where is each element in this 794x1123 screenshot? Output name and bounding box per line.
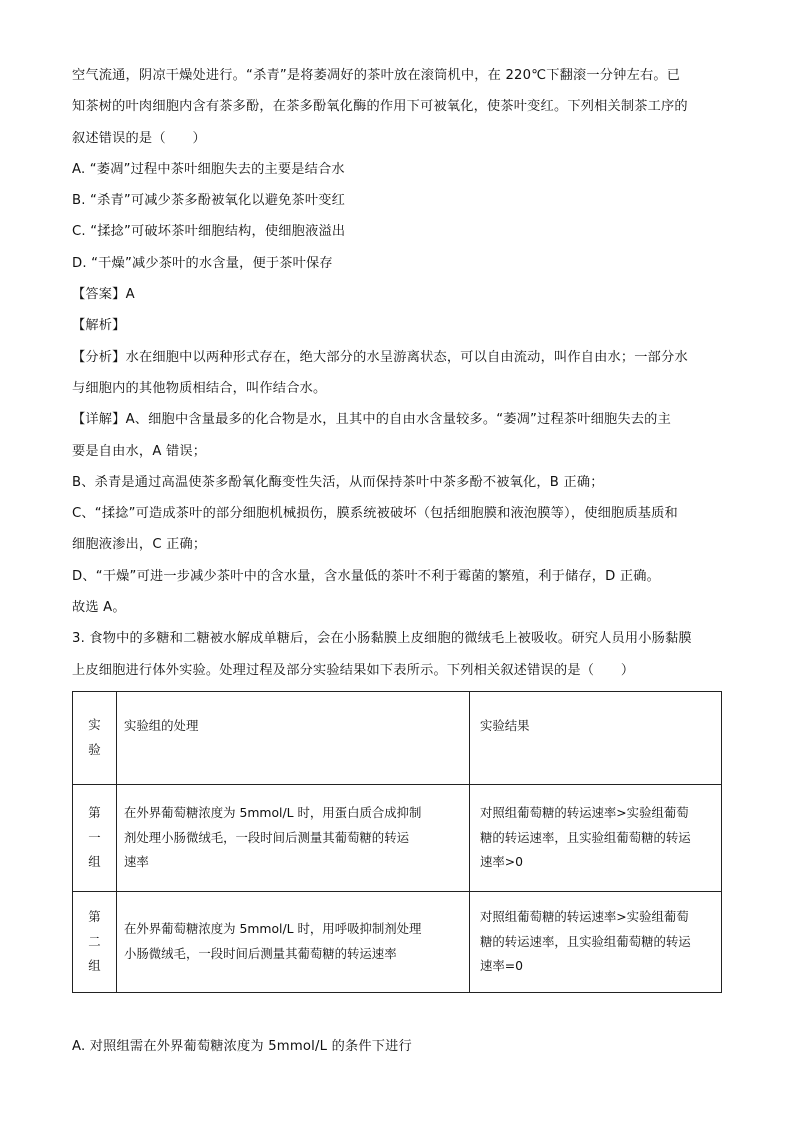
xiangjie-line: 要是自由水，A 错误； — [72, 443, 207, 459]
xiangjie-line: 细胞液渗出，C 正确； — [72, 537, 207, 553]
cell-line: 小肠微绒毛，一段时间后测量其葡萄糖的转运速率 — [124, 945, 397, 961]
group-char: 一 — [88, 829, 101, 845]
answer-line — [72, 279, 724, 310]
xiangjie-line — [72, 404, 724, 435]
cell-line: 对照组葡萄糖的转运速率>实验组葡萄 — [480, 909, 689, 925]
group-char: 第 — [88, 805, 101, 821]
xiangjie-line: D、“干燥”可进一步减少茶叶中的含水量，含水量低的茶叶不利于霉菌的繁殖，利于储存，D 正确。 — [72, 568, 661, 584]
result-cell — [470, 784, 722, 891]
stem-line: 空气流通，阴凉干燥处进行。“杀青”是将萎凋好的茶叶放在滚筒机中，在 220℃下翻滚一分钟左右。已 — [72, 68, 681, 83]
cell-line: 糖的转运速率，且实验组葡萄糖的转运 — [480, 829, 691, 845]
stem-line: 3. 食物中的多糖和二糖被水解成单糖后，会在小肠黏膜上皮细胞的微绒毛上被吸收。研究人员用小肠黏膜 — [72, 631, 692, 647]
header-cell-result: 实验结果 — [470, 691, 722, 784]
group-char: 二 — [88, 933, 101, 949]
cell-line: 剂处理小肠微绒毛，一段时间后测量其葡萄糖的转运 — [124, 829, 409, 845]
group-label-cell — [73, 891, 117, 992]
header-char: 实 — [88, 717, 101, 733]
treatment-cell — [117, 784, 470, 891]
cell-line: 速率>0 — [480, 854, 524, 870]
xiangjie-tag: 【详解】 — [72, 412, 126, 428]
treatment-cell — [117, 891, 470, 992]
experiment-table — [72, 691, 722, 993]
result-cell — [470, 891, 722, 992]
table-row — [73, 891, 722, 992]
cell-line: 在外界葡萄糖浓度为 5mmol/L 时，用蛋白质合成抑制 — [124, 805, 422, 821]
header-char: 验 — [88, 741, 101, 757]
fenxi-line — [72, 342, 724, 373]
analysis-tag: 【解析】 — [72, 318, 126, 334]
cell-line: 糖的转运速率，且实验组葡萄糖的转运 — [480, 933, 691, 949]
cell-line: 在外界葡萄糖浓度为 5mmol/L 时，用呼吸抑制剂处理 — [124, 921, 422, 937]
answer-value: A — [125, 287, 135, 303]
option-d: D. “干燥”减少茶叶的水含量，便于茶叶保存 — [72, 255, 333, 271]
document-page — [72, 60, 724, 1062]
question2-options — [72, 154, 724, 279]
table-header-row — [73, 691, 722, 784]
cell-line: 速率 — [124, 854, 149, 870]
table-row — [73, 784, 722, 891]
cell-line: 对照组葡萄糖的转运速率>实验组葡萄 — [480, 805, 689, 821]
option-c: C. “揉捻”可破坏茶叶细胞结构，使细胞液溢出 — [72, 224, 346, 240]
stem-line: 知茶树的叶肉细胞内含有茶多酚，在茶多酚氧化酶的作用下可被氧化，使茶叶变红。下列相关制茶工序的 — [72, 99, 688, 115]
group-char: 组 — [88, 958, 101, 974]
group-char: 组 — [88, 854, 101, 870]
option-a: A. “萎凋”过程中茶叶细胞失去的主要是结合水 — [72, 161, 345, 177]
header-cell-group — [73, 691, 117, 784]
header-cell-treatment: 实验组的处理 — [117, 691, 470, 784]
option-b: B. “杀青”可减少茶多酚被氧化以避免茶叶变红 — [72, 193, 346, 209]
stem-line: 上皮细胞进行体外实验。处理过程及部分实验结果如下表所示。下列相关叙述错误的是（ ） — [72, 662, 635, 678]
cell-line: 速率=0 — [480, 958, 524, 974]
question3-option-a: A. 对照组需在外界葡萄糖浓度为 5mmol/L 的条件下进行 — [72, 1038, 412, 1054]
fenxi-text: 水在细胞中以两种形式存在，绝大部分的水呈游离状态，可以自由流动，叫作自由水；一部分水 — [125, 349, 688, 365]
xiangjie-text: A、细胞中含量最多的化合物是水，且其中的自由水含量较多。“萎凋”过程茶叶细胞失去的主 — [125, 412, 671, 428]
xiangjie-line: B、杀青是通过高温使茶多酚氧化酶变性失活，从而保持茶叶中茶多酚不被氧化，B 正确； — [72, 474, 604, 490]
question3-stem — [72, 623, 724, 686]
xiangjie-line: C、“揉捻”可造成茶叶的部分细胞机械损伤，膜系统被破坏（包括细胞膜和液泡膜等），使细胞质基质和 — [72, 506, 678, 522]
stem-line: 叙述错误的是（ ） — [72, 130, 206, 146]
xiangjie-section — [72, 404, 724, 623]
fenxi-tag: 【分析】 — [72, 349, 126, 365]
group-label-cell — [73, 784, 117, 891]
xiangjie-line: 故选 A。 — [72, 600, 126, 616]
answer-tag: 【答案】 — [72, 287, 126, 303]
group-char: 第 — [88, 909, 101, 925]
fenxi-line: 与细胞内的其他物质相结合，叫作结合水。 — [72, 380, 327, 396]
fenxi-section — [72, 342, 724, 405]
question2-stem — [72, 60, 724, 154]
